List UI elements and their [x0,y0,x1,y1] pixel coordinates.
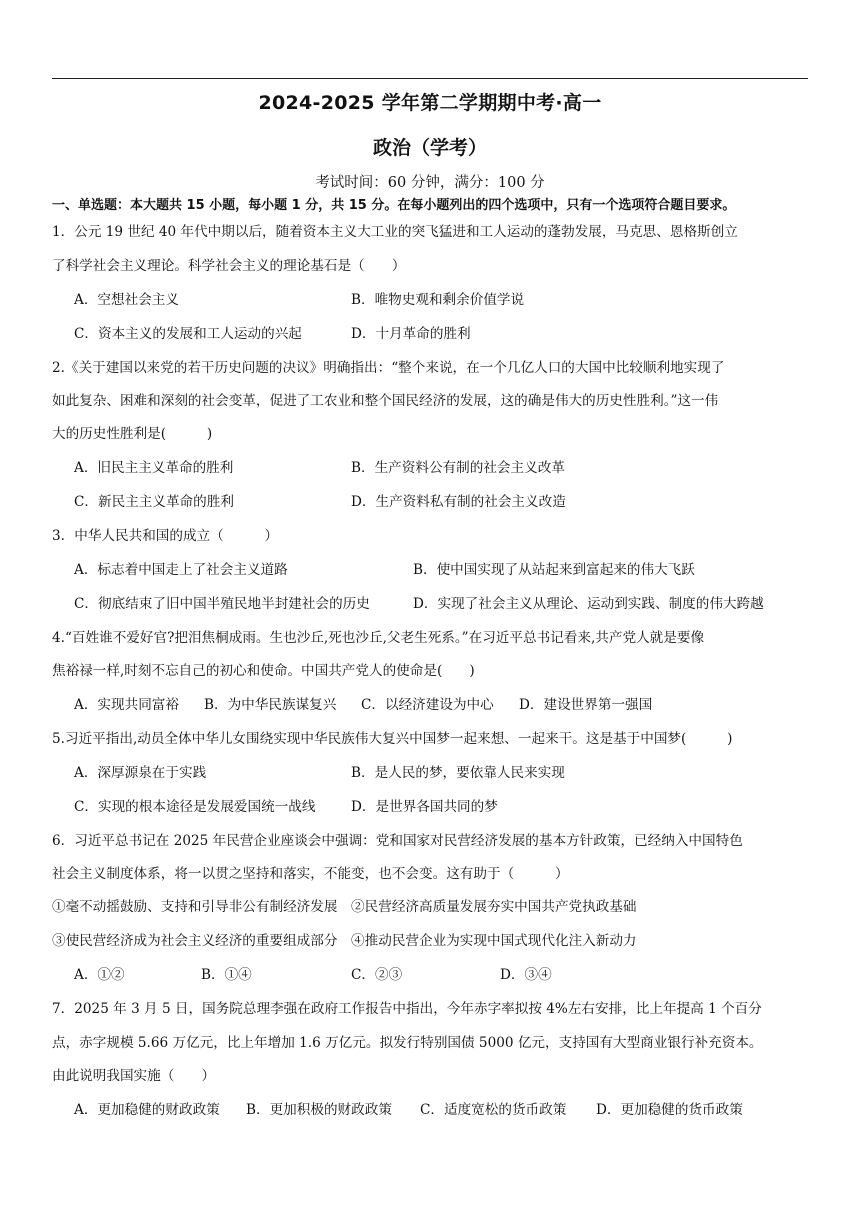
question-1-stem-line: 了科学社会主义理论。科学社会主义的理论基石是（ ） [52,258,406,274]
question-2-stem-line: 大的历史性胜利是( ) [52,426,213,442]
question-7-option-a: A．更加稳健的财政政策 [74,1102,220,1118]
question-2-stem-line: 如此复杂、困难和深刻的社会变革，促进了工农业和整个国民经济的发展，这的确是伟大的历史性胜利。”这一伟 [52,393,719,409]
question-2-option-a: A．旧民主主义革命的胜利 [74,460,234,476]
question-3-stem-line: 3．中华人民共和国的成立（ ） [52,528,279,544]
question-4-option-d: D．建设世界第一强国 [519,697,653,713]
question-1-stem-line: 1．公元 19 世纪 40 年代中期以后，随着资本主义大工业的突飞猛进和工人运动的蓬勃发展，马克思、恩格斯创立 [52,224,738,240]
question-3-option-b: B．使中国实现了从站起来到富起来的伟大飞跃 [413,562,695,578]
section-heading: 一、单选题：本大题共 15 小题，每小题 1 分，共 15 分。在每小题列出的四个选项中，只有一个选项符合题目要求。 [52,198,736,213]
exam-subject: 政治（学考） [372,137,487,159]
question-7-stem-line: 7．2025 年 3 月 5 日，国务院总理李强在政府工作报告中指出，今年赤字率拟按 4%左右安排，比上年提高 1 个百分 [52,1001,762,1017]
question-6-stem-line: 社会主义制度体系，将一以贯之坚持和落实，不能变，也不会变。这有助于（ ） [52,866,569,882]
question-6-stem-line: 6．习近平总书记在 2025 年民营企业座谈会中强调：党和国家对民营经济发展的基本方针政策，已经纳入中国特色 [52,833,743,849]
question-6-option-d: D．③④ [500,967,552,983]
question-4-option-a: A．实现共同富裕 [74,697,179,713]
question-5-stem-line: 5.习近平指出,动员全体中华儿女围绕实现中华民族伟大复兴中国梦一起来想、一起来干。这是基于中国梦( ) [52,731,733,747]
question-4-option-c: C．以经济建设为中心 [361,697,494,713]
question-2-option-b: B．生产资料公有制的社会主义改革 [351,460,565,476]
question-1-option-a: A．空想社会主义 [74,292,179,308]
question-7-stem-line: 由此说明我国实施（ ） [52,1068,216,1084]
question-6-option-b: B．①④ [201,967,252,983]
question-7-option-c: C．适度宽松的货币政策 [420,1102,567,1118]
question-3-option-d: D．实现了社会主义从理论、运动到实践、制度的伟大跨越 [413,596,764,612]
question-3-option-c: C．彻底结束了旧中国半殖民地半封建社会的历史 [74,596,370,612]
question-5-option-a: A．深厚源泉在于实践 [74,765,207,781]
question-4-option-b: B．为中华民族谋复兴 [204,697,337,713]
question-1-option-c: C．资本主义的发展和工人运动的兴起 [74,326,302,342]
question-7-option-b: B．更加积极的财政政策 [246,1102,392,1118]
question-4-stem-line: 4.“百姓谁不爱好官?把泪焦桐成雨。生也沙丘,死也沙丘,父老生死系。”在习近平总书记看来,共产党人就是要像 [52,630,705,646]
question-6-option-a: A．①② [74,967,125,983]
exam-info: 考试时间：60 分钟，满分：100 分 [315,175,545,191]
exam-title: 2024-2025 学年第二学期期中考·高一 [258,92,602,114]
question-5-option-c: C．实现的根本途径是发展爱国统一战线 [74,799,316,815]
question-5-option-b: B．是人民的梦，要依靠人民来实现 [351,765,565,781]
question-2-option-d: D．生产资料私有制的社会主义改造 [351,494,566,510]
question-6-statement-line: ③使民营经济成为社会主义经济的重要组成部分 ④推动民营企业为实现中国式现代化注入新动力 [52,933,637,949]
question-7-option-d: D．更加稳健的货币政策 [596,1102,743,1118]
question-4-stem-line: 焦裕禄一样,时刻不忘自己的初心和使命。中国共产党人的使命是( ) [52,663,475,679]
header-rule [52,78,808,79]
question-6-statement-line: ①毫不动摇鼓励、支持和引导非公有制经济发展 ②民营经济高质量发展夯实中国共产党执政基础 [52,899,637,915]
question-5-option-d: D．是世界各国共同的梦 [351,799,498,815]
question-1-option-b: B．唯物史观和剩余价值学说 [351,292,525,308]
question-6-option-c: C．②③ [351,967,403,983]
question-2-option-c: C．新民主主义革命的胜利 [74,494,234,510]
question-2-stem-line: 2.《关于建国以来党的若干历史问题的决议》明确指出：“整个来说，在一个几亿人口的大国中比较顺利地实现了 [52,360,725,376]
question-3-option-a: A．标志着中国走上了社会主义道路 [74,562,288,578]
question-1-option-d: D．十月革命的胜利 [351,326,471,342]
question-7-stem-line: 点，赤字规模 5.66 万亿元，比上年增加 1.6 万亿元。拟发行特别国债 5000 亿元，支持国有大型商业银行补充资本。 [52,1035,763,1051]
